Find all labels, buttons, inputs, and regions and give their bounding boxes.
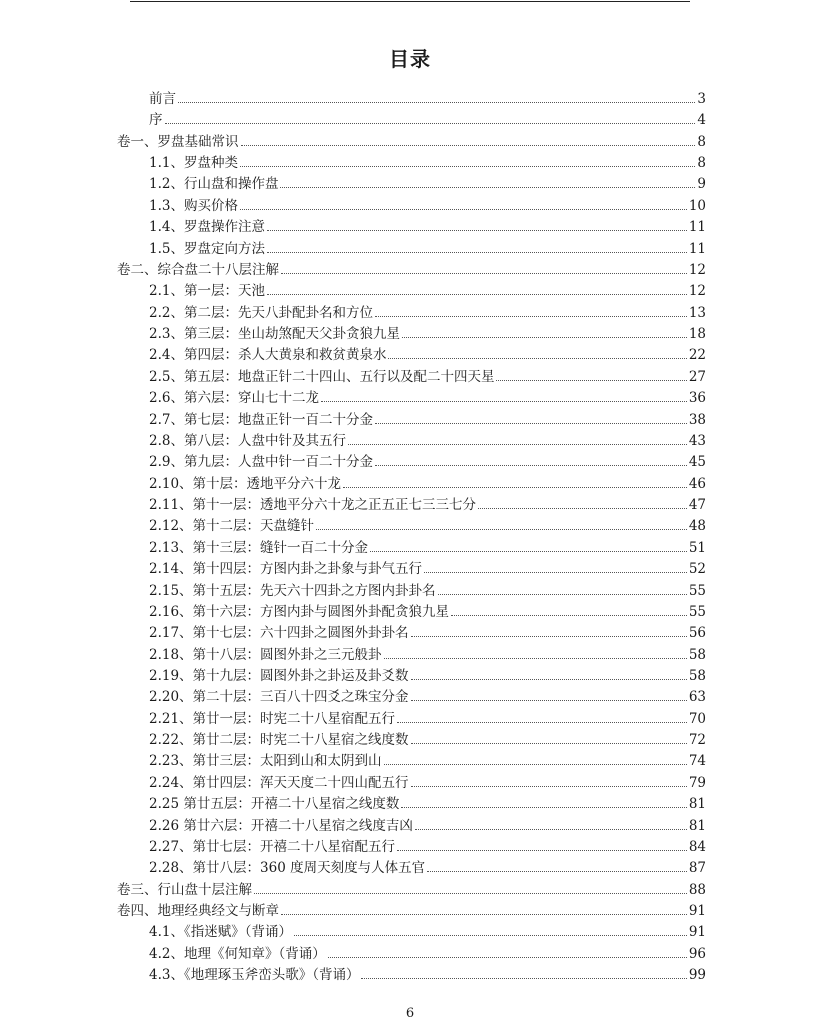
top-rule: [130, 1, 690, 2]
toc-entry-page: 11: [688, 219, 706, 236]
dot-leader: [280, 173, 695, 188]
dot-leader: [424, 558, 687, 573]
toc-entry-label: 卷四、地理经典经文与断章: [117, 903, 279, 920]
toc-entry-page: 48: [688, 518, 706, 535]
dot-leader: [267, 280, 687, 295]
dot-leader: [267, 216, 687, 231]
toc-entry-page: 27: [688, 368, 706, 385]
toc-entry-page: 56: [688, 625, 706, 642]
toc-entry-label: 2.13、第十三层：缝针一百二十分金: [149, 539, 369, 556]
toc-entry[interactable]: [149, 430, 706, 450]
dot-leader: [415, 815, 687, 830]
toc-entry-page: 70: [688, 710, 706, 727]
dot-leader: [397, 708, 687, 723]
toc-entry-label: 2.12、第十二层：天盘缝针: [149, 518, 315, 535]
dot-leader: [401, 793, 686, 808]
dot-leader: [343, 473, 687, 488]
toc-entry-label: 2.8、第八层：人盘中针及其五行: [149, 432, 346, 449]
dot-leader: [384, 750, 687, 765]
toc-entry-page: 9: [697, 176, 706, 193]
toc-entry[interactable]: [117, 879, 706, 899]
dot-leader: [165, 109, 696, 124]
dot-leader: [388, 344, 686, 359]
toc-entry-label: 1.2、行山盘和操作盘: [149, 176, 279, 193]
toc-entry-page: 47: [688, 497, 706, 514]
toc-entry[interactable]: [149, 708, 706, 728]
dot-leader: [361, 964, 686, 979]
toc-entry-page: 3: [697, 91, 706, 107]
toc-entry-label: 2.15、第十五层：先天六十四卦之方图内卦卦名: [149, 582, 436, 599]
toc-entry-label: 2.23、第廿三层：太阳到山和太阴到山: [149, 753, 382, 770]
toc-entry-label: 1.5、罗盘定向方法: [149, 240, 265, 257]
toc-entry-label: 4.1、《指迷赋》（背诵）: [149, 924, 292, 941]
toc-entry[interactable]: [149, 772, 706, 792]
dot-leader: [411, 686, 687, 701]
toc-entry[interactable]: [149, 964, 706, 984]
toc-entry[interactable]: [149, 836, 706, 856]
toc-entry[interactable]: [117, 131, 706, 151]
toc-entry-label: 2.25 第廿五层：开禧二十八星宿之线度数: [149, 796, 400, 813]
toc-entry[interactable]: [149, 302, 706, 322]
toc-entry[interactable]: [149, 409, 706, 429]
toc-entry-label: 2.17、第十七层：六十四卦之圆图外卦卦名: [149, 625, 409, 642]
dot-leader: [451, 601, 687, 616]
dot-leader: [411, 665, 687, 680]
toc-entry-page: 22: [688, 347, 706, 364]
dot-leader: [402, 323, 687, 338]
dot-leader: [438, 580, 687, 595]
toc-entry-label: 2.21、第廿一层：时宪二十八星宿配五行: [149, 710, 396, 727]
dot-leader: [375, 451, 687, 466]
toc-entry[interactable]: [149, 216, 706, 236]
dot-leader: [240, 195, 687, 210]
toc-entry-page: 87: [688, 860, 706, 877]
toc-entry-page: 84: [688, 838, 706, 855]
toc-entry-page: 45: [688, 454, 706, 471]
toc-entry[interactable]: [149, 238, 706, 258]
dot-leader: [411, 772, 687, 787]
toc-entry[interactable]: [149, 344, 706, 364]
toc-entry-page: 99: [688, 967, 706, 984]
dot-leader: [254, 879, 687, 894]
toc-entry-page: 13: [688, 304, 706, 321]
dot-leader: [240, 152, 695, 167]
dot-leader: [411, 622, 687, 637]
toc-entry-label: 2.10、第十层：透地平分六十龙: [149, 475, 342, 492]
toc-entry-page: 8: [697, 155, 706, 172]
toc-entry-page: 81: [688, 796, 706, 813]
dot-leader: [267, 238, 687, 253]
toc-entry-page: 88: [688, 881, 706, 898]
dot-leader: [384, 644, 687, 659]
toc-entry[interactable]: [149, 88, 706, 108]
toc-entry-page: 55: [688, 603, 706, 620]
toc-entry-label: 卷一、罗盘基础常识: [117, 133, 239, 150]
toc-entry-label: 2.2、第二层：先天八卦配卦名和方位: [149, 304, 373, 321]
toc-entry[interactable]: [149, 451, 706, 471]
toc-entry[interactable]: [149, 323, 706, 343]
toc-entry-label: 1.3、购买价格: [149, 197, 238, 214]
toc-entry-label: 2.9、第九层：人盘中针一百二十分金: [149, 454, 373, 471]
dot-leader: [411, 729, 687, 744]
toc-entry-page: 91: [688, 924, 706, 941]
toc-entry-label: 2.1、第一层：天池: [149, 283, 265, 300]
toc-entry-label: 2.28、第廿八层：360 度周天刻度与人体五官: [149, 860, 426, 877]
toc-entry-page: 81: [688, 817, 706, 834]
toc-entry[interactable]: [149, 601, 706, 621]
toc-entry-label: 2.11、第十一层：透地平分六十龙之正五正七三三七分: [149, 497, 477, 514]
toc-entry[interactable]: [149, 580, 706, 600]
toc-entry-label: 4.3、《地理琢玉斧峦头歌》（背诵）: [149, 967, 360, 984]
toc-entry[interactable]: [149, 280, 706, 300]
toc-entry-label: 2.27、第廿七层：开禧二十八星宿配五行: [149, 838, 396, 855]
toc-entry-label: 2.3、第三层：坐山劫煞配天父卦贪狼九星: [149, 326, 400, 343]
dot-leader: [427, 857, 687, 872]
toc-entry-page: 63: [688, 689, 706, 706]
toc-entry-label: 2.22、第廿二层：时宪二十八星宿之线度数: [149, 732, 409, 749]
toc-entry-label: 序: [149, 112, 163, 129]
toc-entry-page: 58: [688, 667, 706, 684]
toc-entry-page: 10: [688, 197, 706, 214]
toc-entry[interactable]: [149, 537, 706, 557]
toc-entry[interactable]: [149, 109, 706, 129]
toc-entry[interactable]: [149, 729, 706, 749]
toc-entry-page: 11: [688, 240, 706, 257]
toc-entry[interactable]: [117, 259, 706, 279]
toc-entry-label: 1.1、罗盘种类: [149, 155, 238, 172]
toc-entry[interactable]: [149, 515, 706, 535]
toc-entry[interactable]: [149, 558, 706, 578]
toc-entry-page: 12: [688, 283, 706, 300]
toc-entry[interactable]: [149, 686, 706, 706]
toc-entry-label: 2.26 第廿六层：开禧二十八星宿之线度吉凶: [149, 817, 413, 834]
dot-leader: [478, 494, 687, 509]
toc-entry-label: 2.4、第四层：杀人大黄泉和救贫黄泉水: [149, 347, 387, 364]
dot-leader: [316, 515, 687, 530]
dot-leader: [281, 259, 687, 274]
toc-entry[interactable]: [149, 943, 706, 963]
dot-leader: [375, 409, 687, 424]
toc-entry-page: 55: [688, 582, 706, 599]
toc-entry-page: 91: [688, 903, 706, 920]
toc-entry-page: 12: [688, 261, 706, 278]
toc-entry-label: 2.20、第二十层：三百八十四爻之珠宝分金: [149, 689, 409, 706]
toc-entry[interactable]: [149, 173, 706, 193]
page-title: 目录: [389, 47, 431, 71]
toc-entry[interactable]: [149, 366, 706, 386]
dot-leader: [321, 387, 687, 402]
dot-leader: [281, 900, 687, 915]
page-number: 6: [405, 1006, 415, 1021]
toc-entry-page: 46: [688, 475, 706, 492]
dot-leader: [397, 836, 687, 851]
toc-entry-label: 2.16、第十六层：方图内卦与圆图外卦配贪狼九星: [149, 603, 450, 620]
toc-entry[interactable]: [149, 793, 706, 813]
toc-entry[interactable]: [149, 644, 706, 664]
dot-leader: [375, 302, 687, 317]
dot-leader: [496, 366, 686, 381]
toc-entry-page: 58: [688, 646, 706, 663]
toc-entry[interactable]: [149, 921, 706, 941]
dot-leader: [370, 537, 687, 552]
toc-entry-page: 36: [688, 390, 706, 407]
toc-entry[interactable]: [149, 750, 706, 770]
toc-entry-label: 2.18、第十八层：圆图外卦之三元般卦: [149, 646, 382, 663]
toc-entry-page: 79: [688, 774, 706, 791]
toc-entry-label: 2.6、第六层：穿山七十二龙: [149, 390, 319, 407]
toc-entry-page: 38: [688, 411, 706, 428]
toc-entry-page: 4: [697, 112, 706, 129]
toc-entry-page: 74: [688, 753, 706, 770]
toc-entry[interactable]: [149, 152, 706, 172]
toc-entry[interactable]: [149, 622, 706, 642]
toc-entry-label: 2.24、第廿四层：浑天天度二十四山配五行: [149, 774, 409, 791]
toc-entry-page: 96: [688, 945, 706, 962]
toc-entry-label: 2.19、第十九层：圆图外卦之卦运及卦爻数: [149, 667, 409, 684]
toc-entry[interactable]: [149, 665, 706, 685]
dot-leader: [328, 943, 687, 958]
toc-entry[interactable]: [149, 473, 706, 493]
toc-entry-label: 1.4、罗盘操作注意: [149, 219, 265, 236]
toc-entry-page: 43: [688, 432, 706, 449]
toc-entry-label: 前言: [149, 91, 176, 107]
dot-leader: [178, 88, 695, 103]
dot-leader: [294, 921, 687, 936]
toc-entry-page: 8: [697, 133, 706, 150]
toc-entry[interactable]: [149, 494, 706, 514]
toc-entry[interactable]: [149, 857, 706, 877]
toc-entry-page: 18: [688, 326, 706, 343]
toc-entry[interactable]: [117, 900, 706, 920]
toc-entry[interactable]: [149, 815, 706, 835]
toc-entry[interactable]: [149, 195, 706, 215]
dot-leader: [348, 430, 687, 445]
toc-entry-page: 51: [688, 539, 706, 556]
toc-entry-label: 卷三、行山盘十层注解: [117, 881, 252, 898]
toc-entry[interactable]: [149, 387, 706, 407]
toc-entry-label: 2.14、第十四层：方图内卦之卦象与卦气五行: [149, 561, 423, 578]
toc-entry-label: 2.7、第七层：地盘正针一百二十分金: [149, 411, 373, 428]
toc-entry-page: 52: [688, 561, 706, 578]
toc-entry-label: 4.2、地理《何知章》（背诵）: [149, 945, 326, 962]
dot-leader: [241, 131, 696, 146]
toc-entry-label: 2.5、第五层：地盘正针二十四山、五行以及配二十四天星: [149, 368, 495, 385]
toc-entry-page: 72: [688, 732, 706, 749]
toc-entry-label: 卷二、综合盘二十八层注解: [117, 261, 279, 278]
